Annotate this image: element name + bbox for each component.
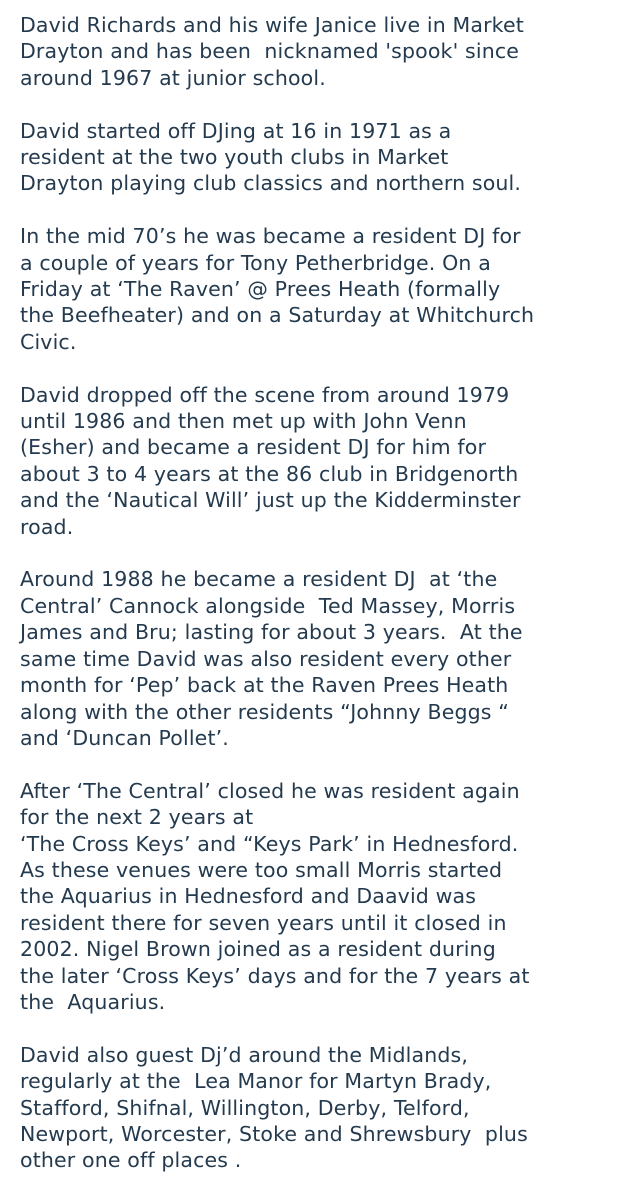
- text-line: a couple of years for Tony Petherbridge. On a: [20, 250, 491, 275]
- text-line: the Beefheater) and on a Saturday at Whitchurch: [20, 303, 535, 328]
- paragraph: [20, 382, 610, 540]
- text-line: month for ‘Pep’ back at the Raven Prees Heath: [20, 673, 509, 698]
- text-line: David also guest Dj’d around the Midlands,: [20, 1042, 468, 1067]
- text-line: Stafford, Shifnal, Willington, Derby, Telford,: [20, 1095, 470, 1120]
- paragraph: [20, 778, 610, 1016]
- text-line: the later ‘Cross Keys’ days and for the 7 years at: [20, 963, 530, 988]
- text-line: and the ‘Nautical Will’ just up the Kidderminster: [20, 488, 521, 513]
- text-line: In the mid 70’s he was became a resident DJ for: [20, 224, 521, 249]
- text-line: the Aquarius in Hednesford and Daavid was: [20, 884, 477, 909]
- text-line: same time David was also resident every other: [20, 646, 512, 671]
- text-line: the Aquarius.: [20, 989, 166, 1014]
- text-line: other one off places .: [20, 1148, 242, 1173]
- text-line: ‘The Cross Keys’ and “Keys Park’ in Hednesford.: [20, 831, 519, 856]
- paragraph: [20, 118, 610, 197]
- paragraph: [20, 223, 610, 355]
- text-line: about 3 to 4 years at the 86 club in Bridgenorth: [20, 461, 519, 486]
- text-line: resident at the two youth clubs in Market: [20, 145, 449, 170]
- text-line: David Richards and his wife Janice live in Market: [20, 13, 524, 37]
- text-line: David started off DJing at 16 in 1971 as a: [20, 118, 452, 143]
- text-line: After ‘The Central’ closed he was resident again: [20, 778, 520, 803]
- paragraph: [20, 12, 610, 91]
- text-line: James and Bru; lasting for about 3 years. At the: [20, 620, 523, 645]
- text-line: Newport, Worcester, Stoke and Shrewsbury plus: [20, 1121, 528, 1146]
- text-line: until 1986 and then met up with John Venn: [20, 409, 467, 434]
- text-line: along with the other residents “Johnny Beggs “: [20, 699, 510, 724]
- text-line: 2002. Nigel Brown joined as a resident during: [20, 937, 496, 962]
- biography-text: [20, 12, 610, 1174]
- text-line: Friday at ‘The Raven’ @ Prees Heath (formally: [20, 277, 501, 302]
- paragraph: [20, 1042, 610, 1174]
- text-line: Around 1988 he became a resident DJ at ‘the: [20, 567, 498, 592]
- paragraph: [20, 566, 610, 751]
- text-line: regularly at the Lea Manor for Martyn Brady,: [20, 1069, 492, 1094]
- text-line: and ‘Duncan Pollet’.: [20, 725, 229, 750]
- text-line: Central’ Cannock alongside Ted Massey, Morris: [20, 593, 516, 618]
- text-line: around 1967 at junior school.: [20, 65, 326, 90]
- text-line: for the next 2 years at: [20, 805, 254, 830]
- text-line: Drayton and has been nicknamed 'spook' since: [20, 39, 520, 64]
- text-line: road.: [20, 514, 74, 539]
- text-line: Drayton playing club classics and northern soul.: [20, 171, 522, 196]
- text-line: As these venues were too small Morris started: [20, 857, 503, 882]
- text-line: David dropped off the scene from around 1979: [20, 382, 510, 407]
- text-line: Civic.: [20, 329, 77, 354]
- text-line: resident there for seven years until it closed in: [20, 910, 507, 935]
- text-line: (Esher) and became a resident DJ for him for: [20, 435, 487, 460]
